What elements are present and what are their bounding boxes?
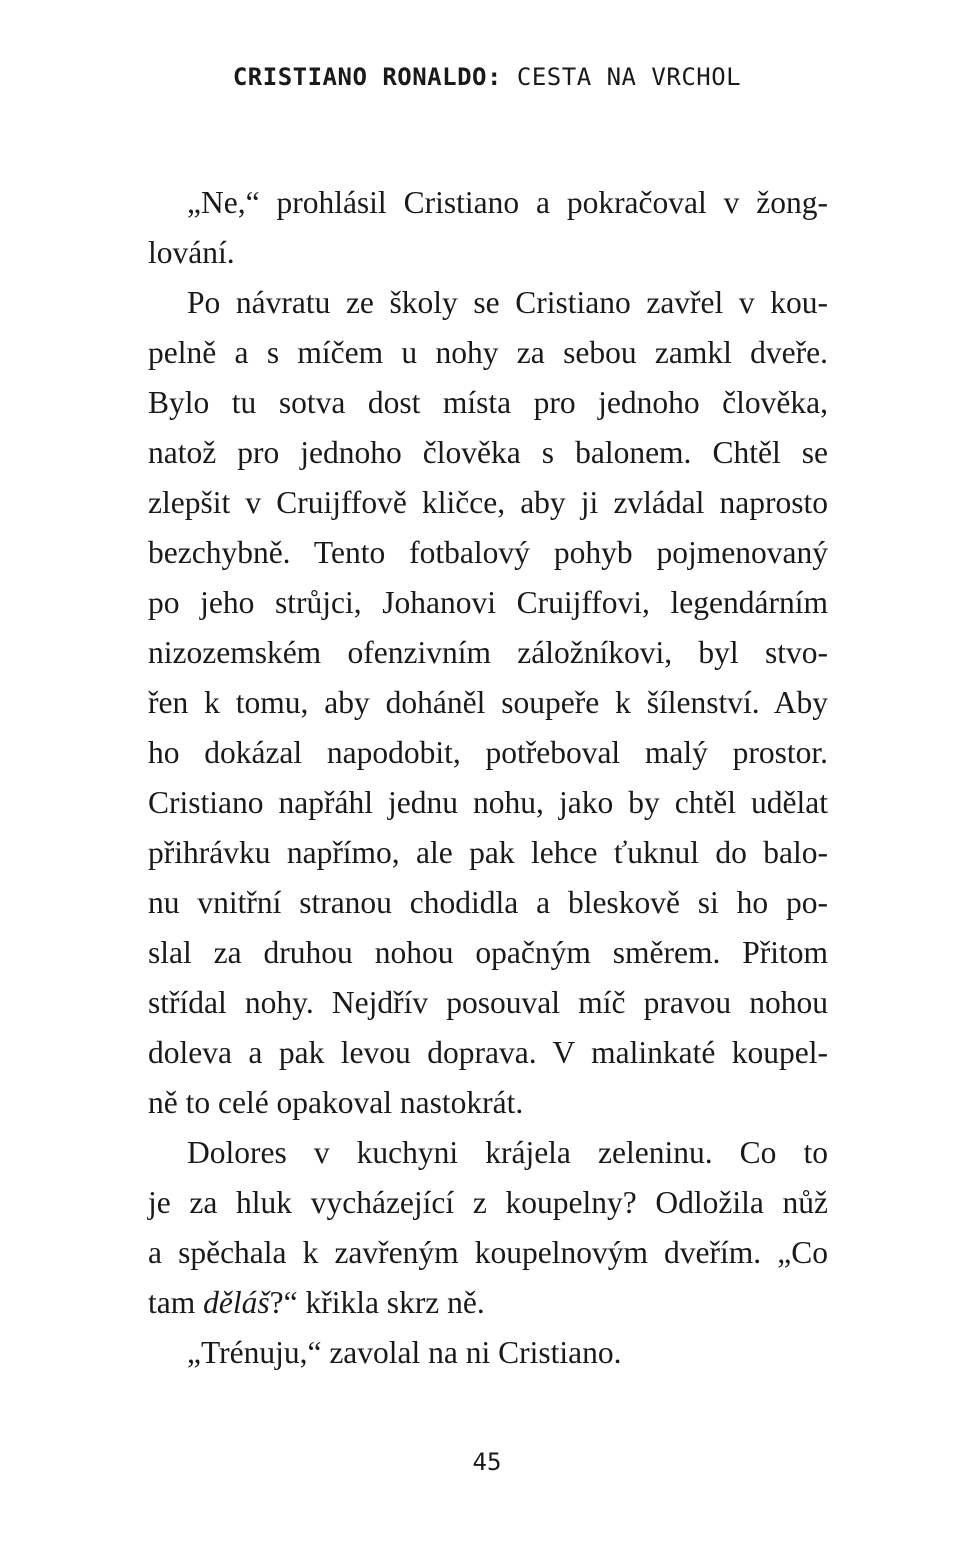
text-line: Po návratu ze školy se Cristiano zavřel v kou- (187, 285, 828, 320)
text-line: Dolores v kuchyni krájela zeleninu. Co to (187, 1135, 828, 1170)
page-number: 45 (472, 1448, 502, 1476)
text-line: pelně a s míčem u nohy za sebou zamkl dveře. (148, 335, 828, 370)
text-segment: tam (148, 1285, 204, 1320)
text-line: ho dokázal napodobit, potřeboval malý prostor. (148, 735, 828, 770)
text-line: přihrávku napřímo, ale pak lehce ťuknul do balo- (148, 835, 828, 870)
text-line: lování. (148, 235, 235, 270)
text-line-with-emphasis (148, 1278, 828, 1328)
body-text (148, 178, 828, 1378)
running-head (0, 63, 974, 91)
emphasized-word: děláš (203, 1285, 270, 1320)
text-line: Cristiano napřáhl jednu nohu, jako by chtěl udělat (148, 785, 828, 820)
text-line: „Trénuju,“ zavolal na ni Cristiano. (187, 1335, 622, 1370)
running-head-title: CESTA NA VRCHOL (516, 63, 742, 91)
text-line: střídal nohy. Nejdřív posouval míč pravou nohou (148, 985, 828, 1020)
text-line: natož pro jednoho člověka s balonem. Chtěl se (148, 435, 828, 470)
text-line: bezchybně. Tento fotbalový pohyb pojmenovaný (148, 535, 828, 570)
running-head-author: CRISTIANO RONALDO: (232, 63, 502, 91)
text-line: nu vnitřní stranou chodidla a bleskově si ho po- (148, 885, 828, 920)
text-segment: ?“ křikla skrz ně. (269, 1285, 485, 1320)
text-line: zlepšit v Cruijffově kličce, aby ji zvládal naprosto (148, 485, 828, 520)
text-line: ně to celé opakoval nastokrát. (148, 1085, 524, 1120)
text-line: je za hluk vycházející z koupelny? Odložila nůž (148, 1185, 828, 1220)
text-line: slal za druhou nohou opačným směrem. Přitom (148, 935, 828, 970)
text-line: doleva a pak levou doprava. V malinkaté koupel- (148, 1035, 828, 1070)
text-line: a spěchala k zavřeným koupelnovým dveřím. „Co (148, 1235, 828, 1270)
text-line: po jeho strůjci, Johanovi Cruijffovi, legendárním (148, 585, 828, 620)
text-line: Bylo tu sotva dost místa pro jednoho člověka, (148, 385, 828, 420)
text-line: „Ne,“ prohlásil Cristiano a pokračoval v žong- (187, 185, 828, 220)
text-line: nizozemském ofenzivním záložníkovi, byl stvo- (148, 635, 828, 670)
text-line: řen k tomu, aby doháněl soupeře k šílenství. Aby (148, 685, 828, 720)
